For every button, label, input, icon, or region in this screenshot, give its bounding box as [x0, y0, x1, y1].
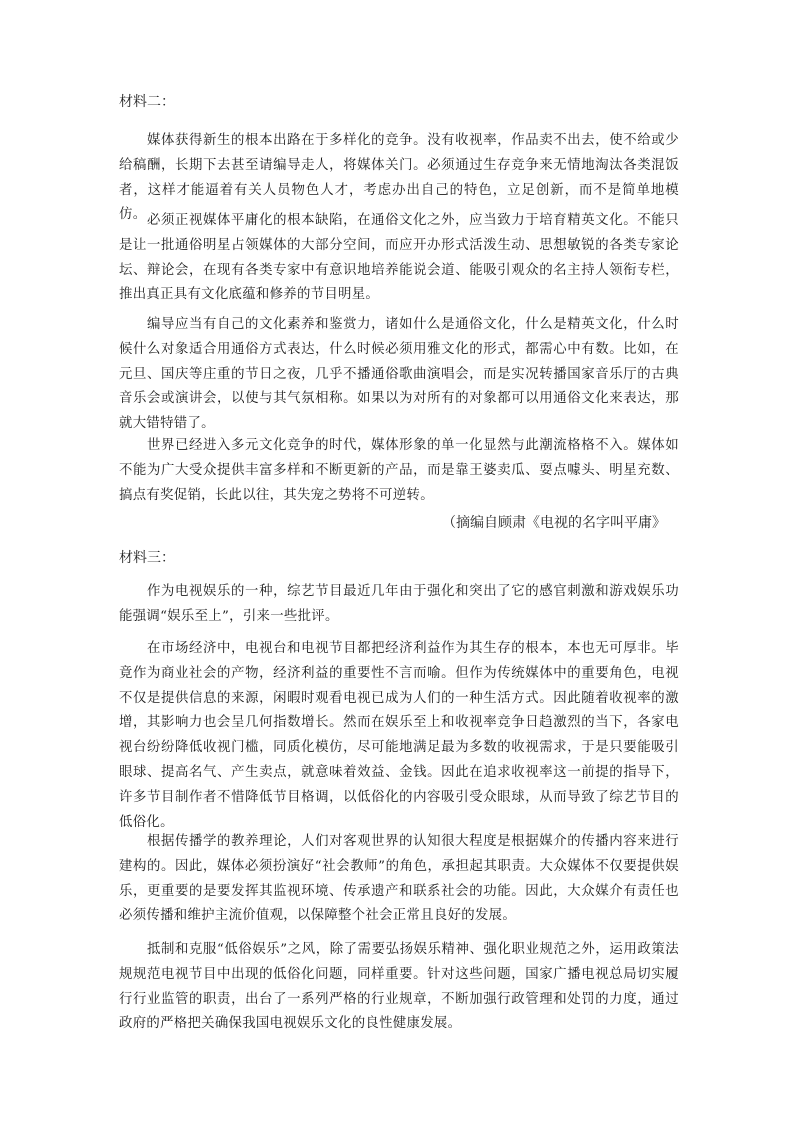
section2-paragraph-3: 编导应当有自己的文化素养和鉴赏力，诸如什么是通俗文化，什么是精英文化，什么时候什么对象适合用通俗方式表达，什么时候必须用雅文化的形式，都需心中有数。比如，在元旦、国庆等庄重的节日之夜，几乎不播通俗歌曲演唱会，而是实况转播国家音乐厅的古典音乐会或演讲会，以使与其气氛相称。如果以为对所有的对象都可以用通俗文化来表达，那就大错特错了。 — [119, 317, 679, 432]
section2-source-citation: （摘编自顾肃《电视的名字叫平庸》 — [442, 515, 666, 531]
section3-paragraph-2: 在市场经济中，电视台和电视节目都把经济利益作为其生存的根本，本也无可厚非。毕竟作为商业社会的产物，经济利益的重要性不言而喻。但作为传统媒体中的重要角色，电视不仅是提供信息的来源，闲暇时观看电视已成为人们的一种生活方式。因此随着收视率的激增，其影响力也会呈几何指数增长。然而在娱乐至上和收视率竞争日趋激烈的当下，各家电视台纷纷降低收视门槛，同质化模仿，尽可能地满足最为多数的收视需求，于是只要能吸引眼球、提高名气、产生卖点，就意味着效益、金钱。因此在追求收视率这一前提的指导下，许多节目制作者不惜降低节目格调，以低俗化的内容吸引受众眼球，从而导致了综艺节目的低俗化。 — [119, 641, 679, 830]
section3-heading: 材料三： — [119, 550, 175, 566]
section3-paragraph-1: 作为电视娱乐的一种，综艺节目最近几年由于强化和突出了它的感官刺激和游戏娱乐功能强调“娱乐至上”，引来一些批评。 — [119, 584, 679, 624]
section2-heading: 材料二： — [119, 94, 175, 110]
section2-paragraph-2: 必须正视媒体平庸化的根本缺陷，在通俗文化之外，应当致力于培育精英文化。不能只是让一批通俗明星占领媒体的大部分空间，而应开办形式活泼生动、思想敏锐的各类专家论坛、辩论会，在现有各类专家中有意识地培养能说会道、能吸引观众的名主持人领衔专栏，推出真正具有文化底蕴和修养的节目明星。 — [119, 213, 679, 303]
section3-paragraph-4: 抵制和克服“低俗娱乐”之风，除了需要弘扬娱乐精神、强化职业规范之外，运用政策法规规范电视节目中出现的低俗化问题，同样重要。针对这些问题，国家广播电视总局切实履行行业监管的职责，出台了一系列严格的行业规章，不断加强行政管理和处罚的力度，通过政府的严格把关确保我国电视娱乐文化的良性健康发展。 — [119, 942, 679, 1032]
section2-paragraph-1: 媒体获得新生的根本出路在于多样化的竞争。没有收视率，作品卖不出去，使不给或少给稿酬，长期下去甚至请编导走人，将媒体关门。必须通过生存竞争来无情地淘汰各类混饭者，这样才能逼着有关人员物色人才，考虑办出自己的特色，立足创新，而不是简单地模仿。 — [119, 133, 679, 223]
section2-paragraph-4: 世界已经进入多元文化竞争的时代，媒体形象的单一化显然与此潮流格格不入。媒体如不能为广大受众提供丰富多样和不断更新的产品，而是靠王婆卖瓜、耍点噱头、明星充数、搞点有奖促销，长此以往，其失宠之势将不可逆转。 — [119, 438, 679, 503]
section3-paragraph-3: 根据传播学的教养理论，人们对客观世界的认知很大程度是根据媒介的传播内容来进行建构的。因此，媒体必须扮演好“社会教师”的角色，承担起其职责。大众媒体不仅要提供娱乐，更重要的是要发挥其监视环境、传承遗产和联系社会的功能。因此，大众媒介有责任也必须传播和维护主流价值观，以保障整个社会正常且良好的发展。 — [119, 834, 679, 924]
